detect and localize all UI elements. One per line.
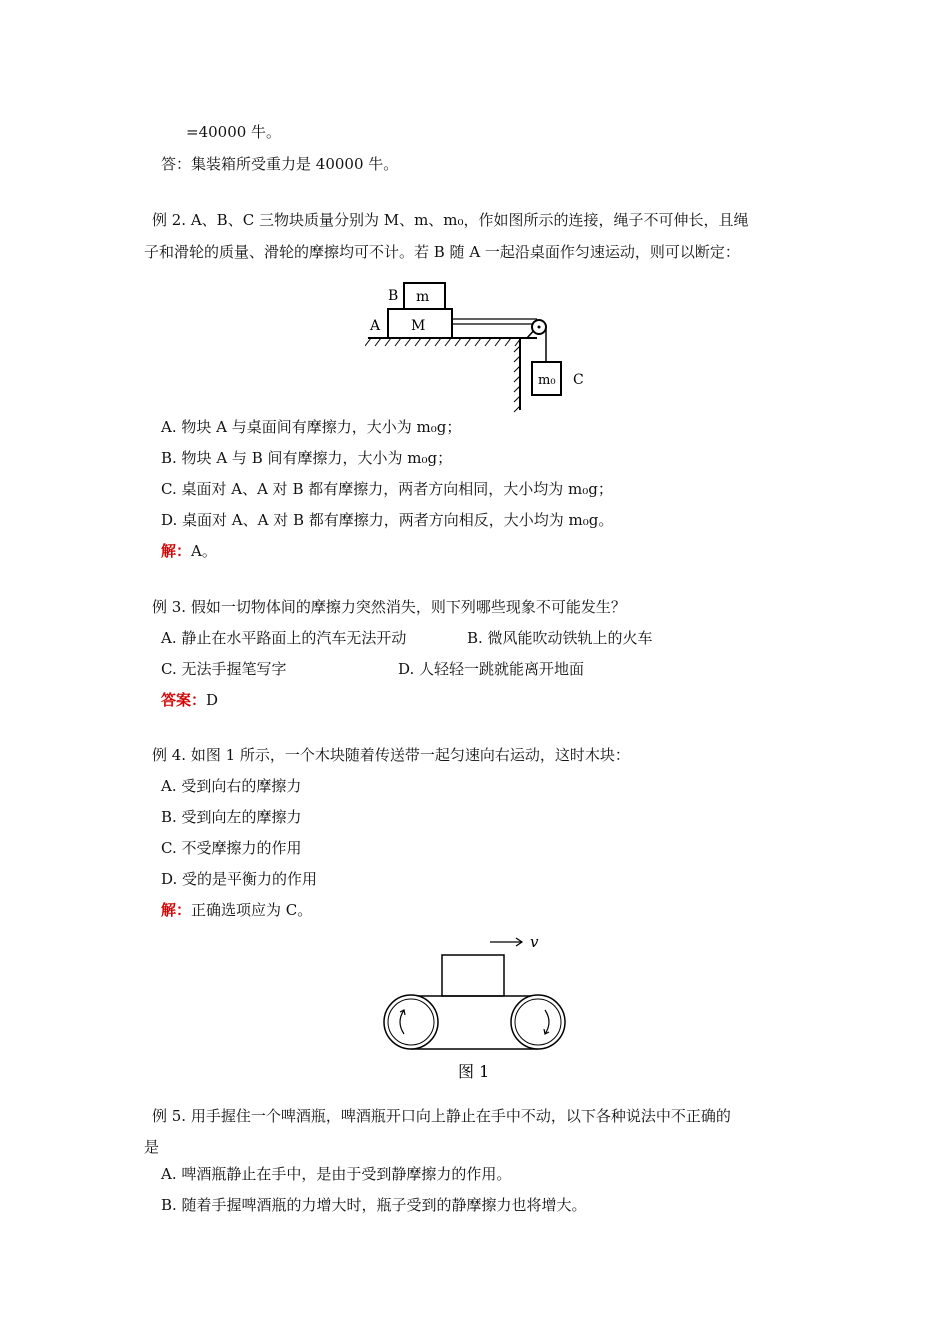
ex2-question-line2: 子和滑轮的质量、滑轮的摩擦均可不计。若 B 随 A 一起沿桌面作匀速运动，则可以断定：	[144, 243, 740, 261]
ex4-option-a: A. 受到向右的摩擦力	[161, 777, 302, 795]
ex4-option-b: B. 受到向左的摩擦力	[161, 808, 302, 826]
label-m: m	[416, 289, 430, 305]
equation-line: =40000 牛。	[186, 123, 282, 141]
ex3-option-d: D. 人轻轻一跳就能离开地面	[398, 660, 585, 678]
label-M: M	[411, 318, 426, 334]
ex2-solution	[161, 540, 217, 562]
ex3-option-a: A. 静止在水平路面上的汽车无法开动	[161, 629, 407, 647]
ex4-option-d: D. 受的是平衡力的作用	[161, 870, 318, 888]
answer-text: D	[206, 691, 219, 709]
conveyor-belt-diagram	[380, 930, 575, 1085]
ex5-option-b: B. 随着手握啤酒瓶的力增大时，瓶子受到的静摩擦力也将增大。	[161, 1196, 587, 1214]
ex2-option-c: C. 桌面对 A、A 对 B 都有摩擦力，两者方向相同，大小均为 m₀g；	[161, 480, 613, 498]
ex5-question-line2: 是	[144, 1138, 160, 1156]
label-B: B	[388, 288, 399, 304]
answer-line: 答：集装箱所受重力是 40000 牛。	[161, 155, 399, 173]
solution-text: A。	[191, 542, 217, 560]
ex3-option-b: B. 微风能吹动铁轨上的火车	[467, 629, 653, 647]
ex5-question-line1: 例 5. 用手握住一个啤酒瓶，啤酒瓶开口向上静止在手中不动，以下各种说法中不正确的	[152, 1107, 731, 1125]
solution-label: 解：	[161, 542, 192, 560]
ex4-question: 例 4. 如图 1 所示，一个木块随着传送带一起匀速向右运动，这时木块：	[152, 746, 630, 764]
ex2-question-line1: 例 2. A、B、C 三物块质量分别为 M、m、m₀，作如图所示的连接，绳子不可伸长，且绳	[152, 211, 749, 229]
figure-caption: 图 1	[458, 1062, 490, 1081]
pulley-diagram	[365, 280, 595, 415]
velocity-label: v	[530, 933, 539, 951]
label-C: C	[573, 372, 584, 388]
ex3-question: 例 3. 假如一切物体间的摩擦力突然消失，则下列哪些现象不可能发生？	[152, 598, 626, 616]
ex2-option-d: D. 桌面对 A、A 对 B 都有摩擦力，两者方向相反，大小均为 m₀g。	[161, 511, 614, 529]
ex4-option-c: C. 不受摩擦力的作用	[161, 839, 302, 857]
ex5-option-a: A. 啤酒瓶静止在手中，是由于受到静摩擦力的作用。	[161, 1165, 512, 1183]
label-A: A	[370, 318, 381, 334]
answer-label: 答案：	[161, 691, 207, 709]
ex3-answer	[161, 689, 218, 711]
solution-label: 解：	[161, 901, 192, 919]
label-m0: m₀	[538, 373, 556, 388]
ex2-option-a: A. 物块 A 与桌面间有摩擦力，大小为 m₀g；	[161, 418, 462, 436]
ex4-solution	[161, 899, 312, 921]
ex3-option-c: C. 无法手握笔写字	[161, 660, 287, 678]
solution-text: 正确选项应为 C。	[191, 901, 313, 919]
ex2-option-b: B. 物块 A 与 B 间有摩擦力，大小为 m₀g；	[161, 449, 453, 467]
